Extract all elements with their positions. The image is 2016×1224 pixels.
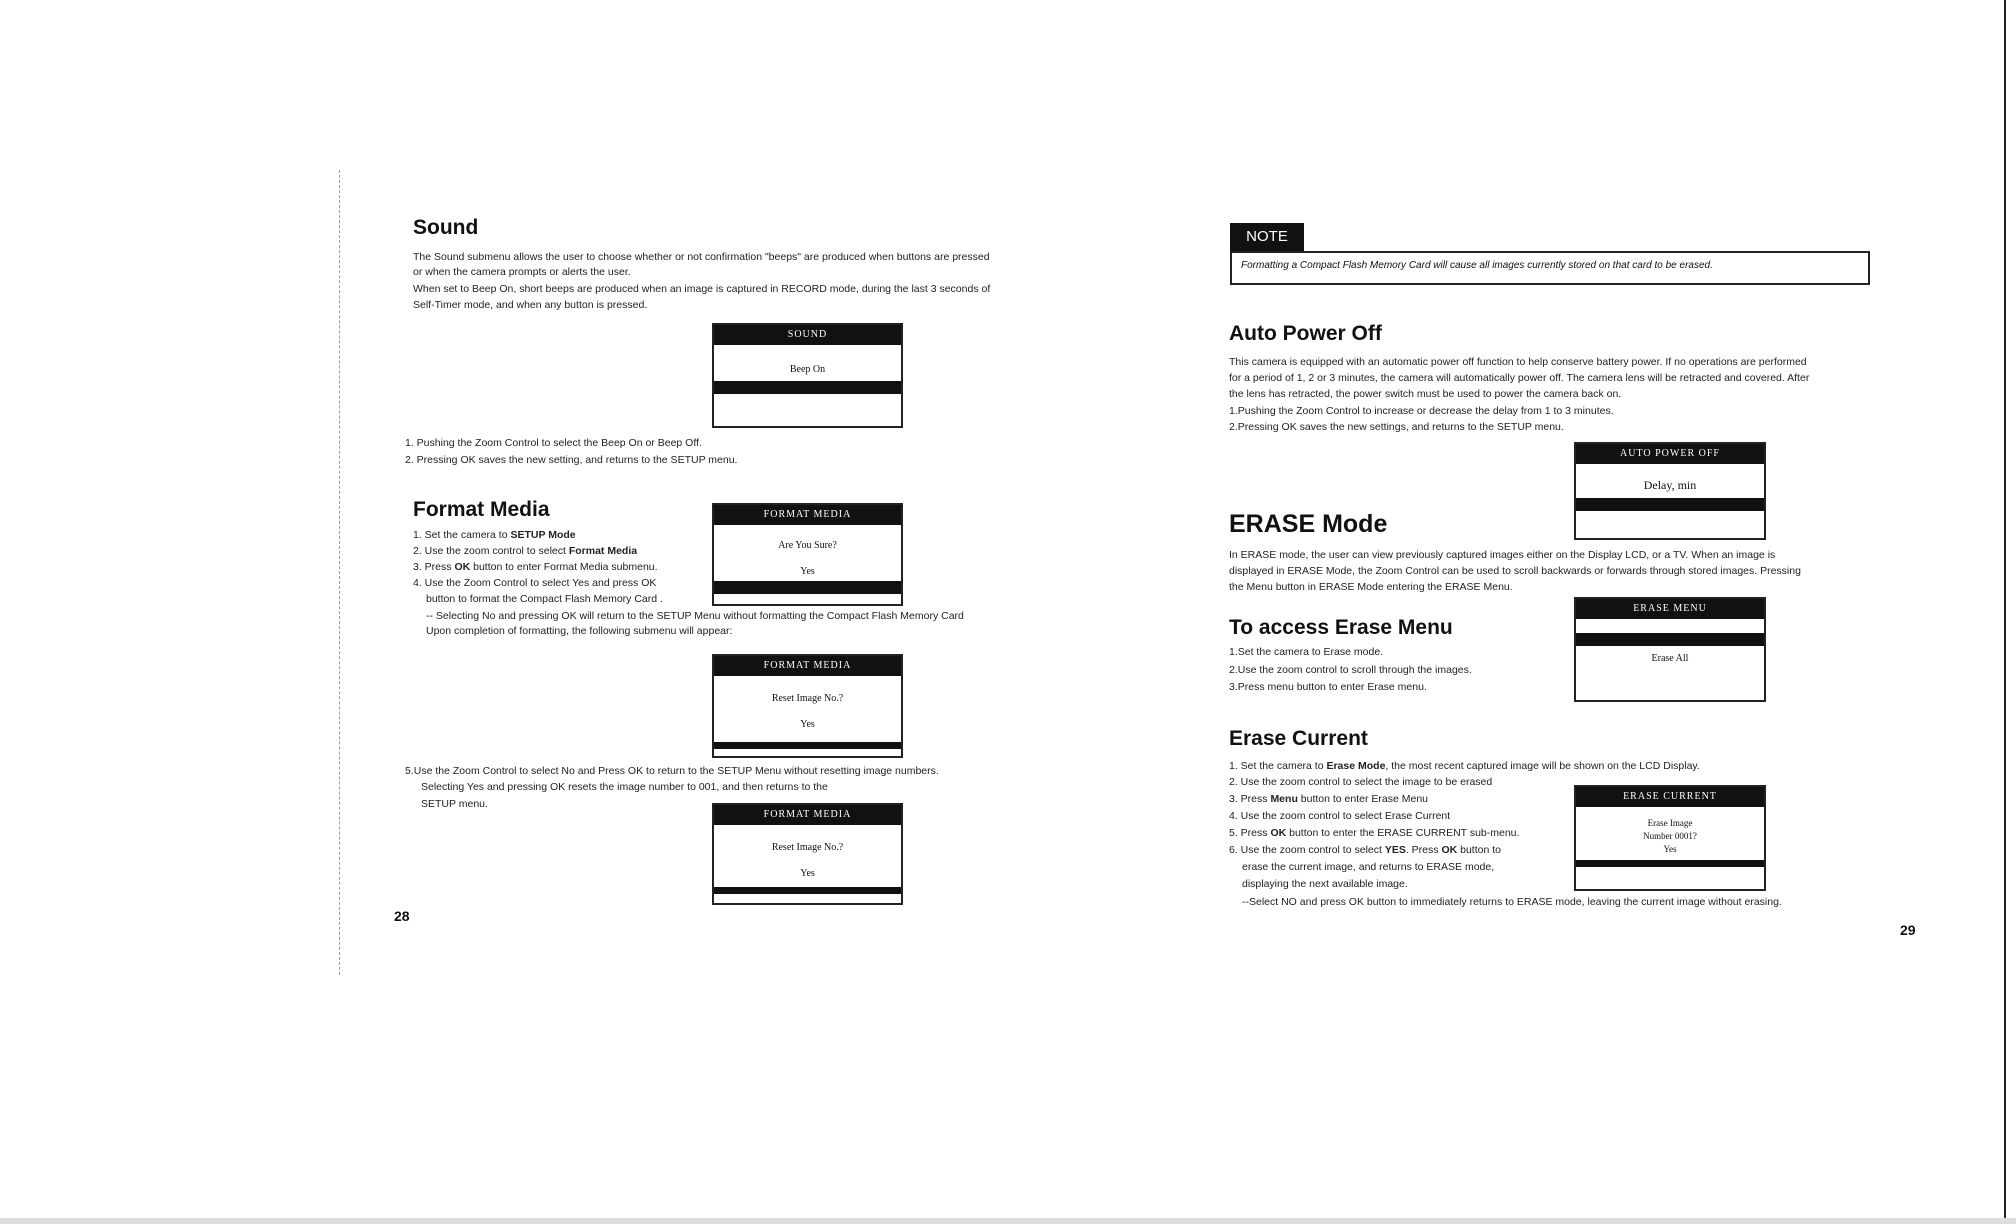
erase-current-heading: Erase Current (1229, 727, 1368, 750)
menu-option: Yes (800, 719, 815, 730)
erase-current-menu-screen (1574, 785, 1766, 891)
menu-highlight-bar (1576, 860, 1764, 867)
auto-power-step: 2.Pressing OK saves the new settings, and returns to the SETUP menu. (1229, 421, 1564, 433)
binding-line (339, 170, 340, 975)
menu-prompt: Reset Image No.? (771, 842, 844, 853)
erase-current-step-6: 6. Use the zoom control to select YES. Press OK button to (1229, 844, 1501, 856)
scan-bottom-edge (0, 1218, 2016, 1224)
sound-heading: Sound (413, 216, 479, 239)
access-erase-step: 3.Press menu button to enter Erase menu. (1229, 681, 1427, 693)
auto-power-off-heading: Auto Power Off (1229, 322, 1382, 345)
menu-title: FORMAT MEDIA (714, 656, 901, 676)
menu-prompt: Number 0001? (1643, 831, 1697, 841)
menu-option: Erase All (1651, 653, 1689, 664)
menu-prompt: Are You Sure? (778, 540, 837, 551)
sound-para-line: or when the camera prompts or alerts the user. (413, 266, 631, 278)
format-step-5: 5.Use the Zoom Control to select No and Press OK to return to the SETUP Menu without resetting image numbers. (405, 765, 939, 777)
menu-title: ERASE MENU (1576, 599, 1764, 619)
menu-title: SOUND (714, 325, 901, 345)
sound-menu-screen (712, 323, 903, 428)
menu-option: Yes (1663, 844, 1677, 854)
erase-current-step-4: 4. Use the zoom control to select Erase Current (1229, 810, 1451, 822)
menu-prompt: Reset Image No.? (771, 693, 844, 704)
erase-current-step-1: 1. Set the camera to Erase Mode, the most recent captured image will be shown on the LCD Display. (1229, 760, 1700, 772)
menu-highlight-bar (714, 581, 901, 594)
menu-title: FORMAT MEDIA (714, 805, 901, 825)
auto-power-para-line: for a period of 1, 2 or 3 minutes, the camera will automatically power off. The camera lens will be retracted and covered. After (1229, 372, 1810, 384)
format-step-4-note: -- Selecting No and pressing OK will return to the SETUP Menu without formatting the Compact Flash Memory Card (426, 610, 964, 622)
format-step-5-cont: Selecting Yes and pressing OK resets the image number to 001, and then returns to the (421, 781, 828, 793)
erase-mode-para-line: displayed in ERASE Mode, the Zoom Control can be used to scroll backwards or forwards through stored images. Pressing (1229, 565, 1801, 577)
menu-highlight-bar (1576, 498, 1764, 511)
menu-title: FORMAT MEDIA (714, 505, 901, 525)
menu-highlight-bar (714, 742, 901, 749)
erase-mode-para-line: In ERASE mode, the user can view previously captured images either on the Display LCD, or a TV. When an image is (1229, 549, 1776, 561)
erase-current-step-5: 5. Press OK button to enter the ERASE CURRENT sub-menu. (1229, 827, 1520, 839)
erase-current-step-2: 2. Use the zoom control to select the image to be erased (1229, 776, 1493, 788)
page-number: 29 (1900, 922, 1916, 938)
note-text: Formatting a Compact Flash Memory Card will cause all images currently stored on that card to be erased. (1241, 260, 1713, 271)
note-label: NOTE (1230, 223, 1304, 251)
format-step-1: 1. Set the camera to SETUP Mode (413, 529, 576, 541)
sound-para-line: Self-Timer mode, and when any button is pressed. (413, 299, 648, 311)
sound-step: 2. Pressing OK saves the new setting, and returns to the SETUP menu. (405, 454, 738, 466)
format-step-2: 2. Use the zoom control to select Format Media (413, 545, 638, 557)
menu-prompt: Erase Image (1647, 818, 1693, 828)
menu-highlight-bar (714, 887, 901, 894)
auto-power-para-line: the lens has retracted, the power switch must be used to power the camera back on. (1229, 388, 1622, 400)
erase-mode-para-line: the Menu button in ERASE Mode entering the ERASE Menu. (1229, 581, 1513, 593)
menu-highlight-bar (714, 381, 901, 394)
access-erase-step: 2.Use the zoom control to scroll through the images. (1229, 664, 1472, 676)
format-step-4-note: Upon completion of formatting, the following submenu will appear: (426, 625, 733, 637)
erase-menu-screen (1574, 597, 1766, 702)
page-number: 28 (394, 908, 410, 924)
sound-para-line: When set to Beep On, short beeps are produced when an image is captured in RECORD mode, during the last 3 seconds of (413, 283, 991, 295)
sound-para-line: The Sound submenu allows the user to choose whether or not confirmation "beeps" are produced when buttons are pressed (413, 251, 990, 263)
erase-current-step-6-cont: displaying the next available image. (1242, 878, 1408, 890)
reset-image-menu-screen-2 (712, 803, 903, 905)
auto-power-off-menu-screen (1574, 442, 1766, 540)
format-step-3: 3. Press OK button to enter Format Media submenu. (413, 561, 658, 573)
menu-option: Delay, min (1643, 478, 1697, 492)
format-step-5-cont: SETUP menu. (421, 798, 488, 810)
auto-power-para-line: This camera is equipped with an automatic power off function to help conserve battery power. If no operations are performed (1229, 356, 1807, 368)
erase-mode-heading: ERASE Mode (1229, 510, 1388, 538)
format-step-4: 4. Use the Zoom Control to select Yes and press OK (413, 577, 657, 589)
menu-title: AUTO POWER OFF (1576, 444, 1764, 464)
scan-edge (2004, 0, 2006, 1224)
format-media-heading: Format Media (413, 498, 550, 521)
format-step-4-cont: button to format the Compact Flash Memory Card . (426, 593, 663, 605)
menu-highlight-bar (1576, 633, 1764, 646)
format-media-menu-screen (712, 503, 903, 606)
menu-option: Beep On (789, 364, 826, 375)
auto-power-step: 1.Pushing the Zoom Control to increase or decrease the delay from 1 to 3 minutes. (1229, 405, 1614, 417)
sound-step: 1. Pushing the Zoom Control to select the Beep On or Beep Off. (405, 437, 702, 449)
menu-title: ERASE CURRENT (1576, 787, 1764, 807)
access-erase-heading: To access Erase Menu (1229, 616, 1453, 639)
access-erase-step: 1.Set the camera to Erase mode. (1229, 646, 1384, 658)
menu-option: Yes (800, 566, 815, 577)
menu-option: Yes (800, 868, 815, 879)
erase-current-step-3: 3. Press Menu button to enter Erase Menu (1229, 793, 1429, 805)
erase-current-step-6-cont: erase the current image, and returns to ERASE mode, (1242, 861, 1495, 873)
reset-image-menu-screen (712, 654, 903, 758)
erase-current-step-6-note: --Select NO and press OK button to immediately returns to ERASE mode, leaving the current image without erasing. (1242, 896, 1782, 908)
